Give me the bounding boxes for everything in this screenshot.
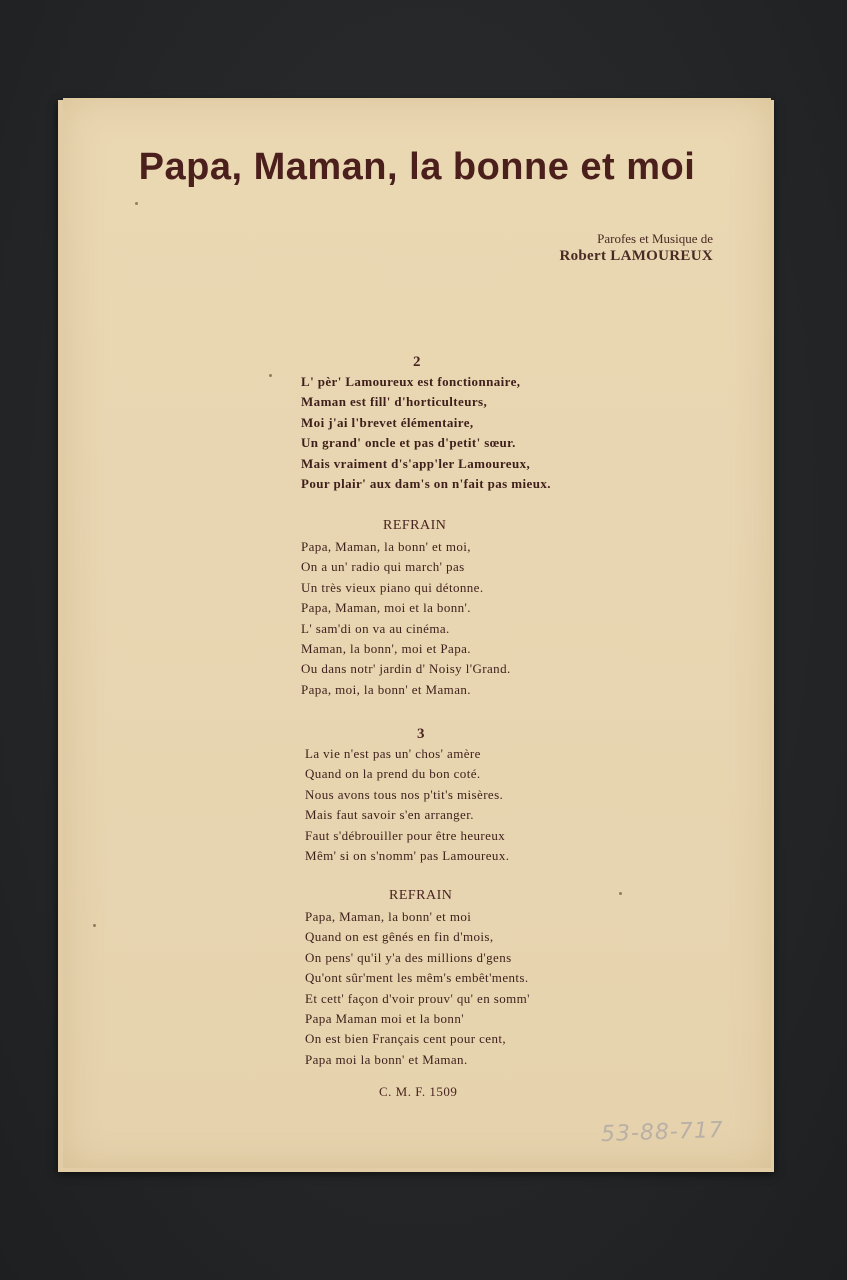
- verse-line: Mêm' si on s'nomm' pas Lamoureux.: [305, 847, 510, 863]
- paper-speck: [269, 374, 272, 377]
- verse-line: Papa Maman moi et la bonn': [305, 1010, 464, 1026]
- verse-line: L' sam'di on va au cinéma.: [301, 620, 450, 636]
- verse-2-lines: [301, 372, 551, 494]
- verse-line: On pens' qu'il y'a des millions d'gens: [305, 949, 512, 965]
- sheet-music-page: [63, 98, 771, 1168]
- paper-speck: [93, 924, 96, 927]
- verse-line: Faut s'débrouiller pour être heureux: [305, 827, 506, 843]
- verse-line: Papa, Maman, la bonn' et moi,: [301, 539, 471, 554]
- verse-line: Mais faut savoir s'en arranger.: [305, 807, 474, 823]
- archive-pencil-mark: 53-88-717: [600, 1117, 725, 1148]
- verse-3-lines: [305, 744, 509, 866]
- verse-3-number: 3: [417, 726, 425, 742]
- refrain-1-lines: [301, 537, 511, 700]
- verse-2-number: 2: [413, 354, 421, 370]
- song-title: Papa, Maman, la bonne et moi: [138, 146, 696, 188]
- catalog-number: C. M. F. 1509: [379, 1084, 458, 1099]
- paper-speck: [135, 202, 138, 205]
- verse-line: Papa, Maman, la bonn' et moi: [305, 909, 472, 924]
- verse-line: On est bien Français cent pour cent,: [305, 1031, 507, 1047]
- verse-line: Un très vieux piano qui détonne.: [301, 579, 484, 595]
- verse-line: La vie n'est pas un' chos' amère: [305, 746, 481, 761]
- verse-line: Maman, la bonn', moi et Papa.: [301, 640, 471, 656]
- verse-line: Un grand' oncle et pas d'petit' sœur.: [301, 435, 516, 451]
- verse-line: Ou dans notr' jardin d' Noisy l'Grand.: [301, 661, 511, 677]
- refrain-2-heading: REFRAIN: [389, 888, 453, 903]
- verse-line: Moi j'ai l'brevet élémentaire,: [301, 414, 474, 430]
- verse-line: Qu'ont sûr'ment les mêm's embêt'ments.: [305, 970, 529, 986]
- verse-line: Pour plair' aux dam's on n'fait pas mieux.: [301, 475, 551, 491]
- verse-line: Papa, Maman, moi et la bonn'.: [301, 600, 471, 616]
- verse-line: Papa, moi, la bonn' et Maman.: [301, 681, 471, 697]
- verse-line: On a un' radio qui march' pas: [301, 559, 465, 575]
- refrain-1-heading: REFRAIN: [383, 518, 447, 533]
- credits-label: Parofes et Musique de: [597, 231, 713, 246]
- verse-line: Et cett' façon d'voir prouv' qu' en somm': [305, 990, 530, 1006]
- verse-line: Maman est fill' d'horticulteurs,: [301, 394, 488, 410]
- verse-line: L' pèr' Lamoureux est fonctionnaire,: [301, 374, 521, 389]
- composer-name: Robert LAMOUREUX: [559, 248, 713, 264]
- verse-line: Papa moi la bonn' et Maman.: [305, 1051, 468, 1067]
- verse-line: Quand on est gênés en fin d'mois,: [305, 929, 494, 945]
- verse-line: Nous avons tous nos p'tit's misères.: [305, 786, 504, 802]
- verse-line: Mais vraiment d's'app'ler Lamoureux,: [301, 455, 531, 471]
- refrain-2-lines: [305, 907, 530, 1070]
- verse-line: Quand on la prend du bon coté.: [305, 766, 481, 782]
- paper-speck: [619, 892, 622, 895]
